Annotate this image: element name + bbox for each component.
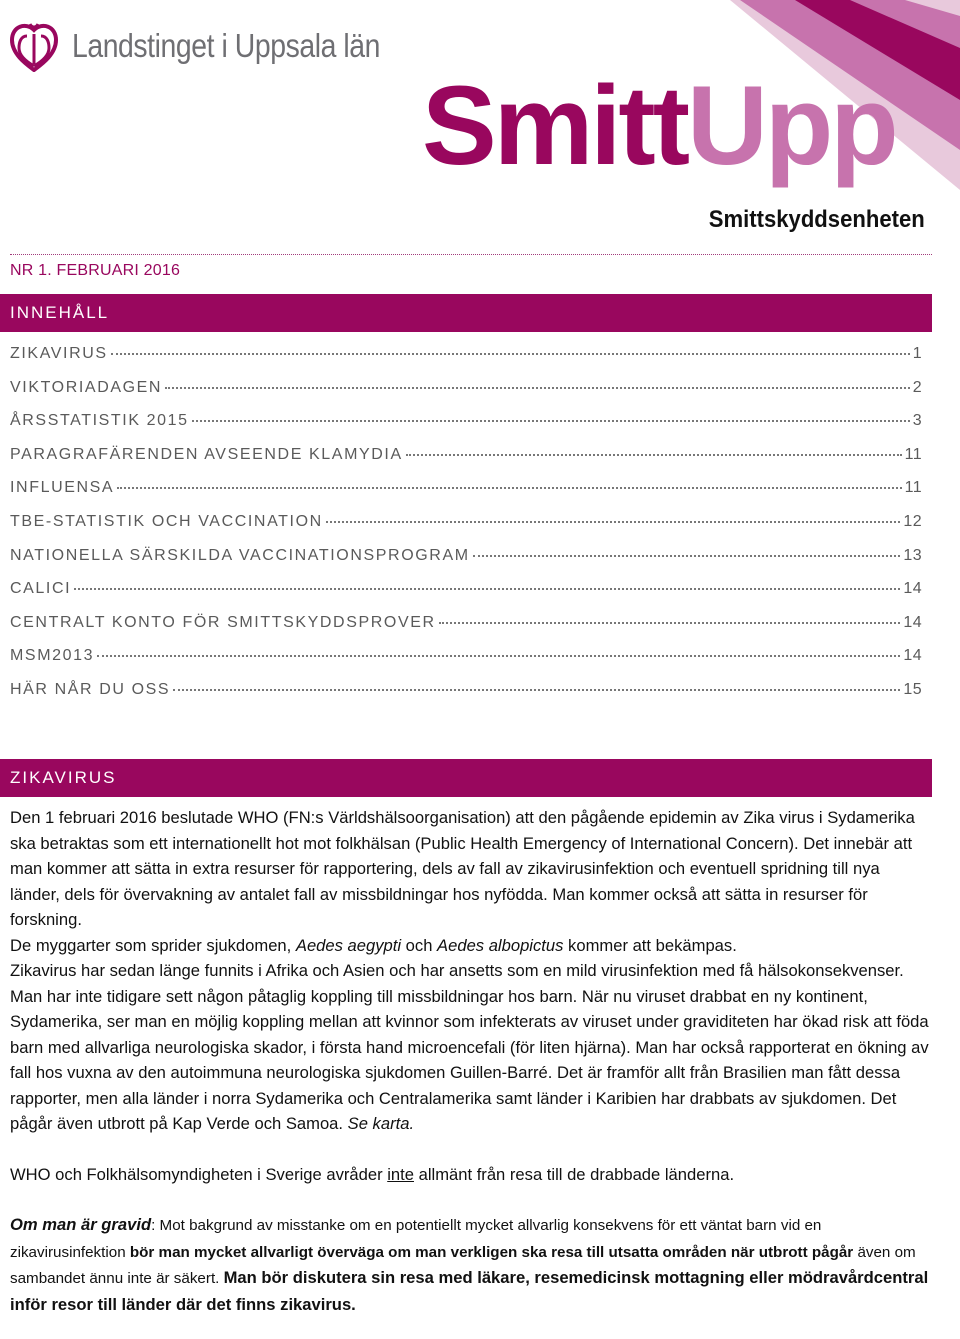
toc-item-page: 12: [903, 512, 922, 530]
toc-leader-dots: [192, 420, 910, 422]
toc-item[interactable]: [10, 412, 922, 446]
toc-leader-dots: [97, 655, 900, 657]
toc-item[interactable]: [10, 446, 922, 480]
toc-item[interactable]: [10, 479, 922, 513]
article-heading-label: ZIKAVIRUS: [10, 768, 117, 787]
toc-item[interactable]: [10, 547, 922, 581]
paragraph-background: [10, 958, 930, 1137]
brand-part-1: Smitt: [422, 63, 687, 188]
text-span: allmänt från resa till de drabbade länderna.: [413, 1164, 735, 1184]
newsletter-title: [422, 63, 896, 188]
paragraph-announcement: Den 1 februari 2016 beslutade WHO (FN:s Världshälsoorganisation) att den pågående epidemin av Zika virus i Sydamerika ska betraktas som ett internationellt hot mot folkhälsan (Public Health Emergency of International Concern). Det innebär att man kommer att sätta in extra resurser för rapportering, dels av fall av zikavirusinfektion och eventuell spridning till nya länder, dels för övervakning av antalet fall av missbildningar hos nyfödda. Man kommer också att sätta in resurser för forskning.: [10, 808, 915, 929]
toc-leader-dots: [74, 588, 900, 590]
pregnancy-advice-bold: bör man mycket allvarligt överväga om man verkligen ska resa till utsatta områden när utbrott pågår: [129, 1243, 854, 1261]
consult-advice-bold: Man bör diskutera sin resa med läkare, resemedicinsk mottagning eller mödravårdcentral inför resor till länder där det finns zikavirus.: [10, 1268, 929, 1314]
header-divider: [10, 254, 932, 255]
toc-item-page: 11: [904, 479, 922, 497]
text-span: även om sambandet ännu inte är säkert.: [10, 1243, 916, 1287]
toc-item[interactable]: [10, 681, 922, 715]
paragraph-travel-advice: [10, 1162, 930, 1188]
toc-item[interactable]: [10, 614, 922, 648]
toc-leader-dots: [173, 689, 900, 691]
paragraph-pregnancy: [10, 1212, 930, 1317]
article-heading: [0, 759, 932, 797]
toc-leader-dots: [326, 521, 901, 523]
toc-item-page: 3: [912, 412, 922, 430]
toc-item-page: 14: [903, 647, 922, 665]
species-name: Aedes albopictus: [437, 935, 564, 955]
toc-leader-dots: [111, 353, 910, 355]
toc-item-label: ÅRSSTATISTIK 2015: [10, 412, 189, 430]
org-name: Landstinget i Uppsala län: [72, 27, 380, 64]
toc-item-label: ZIKAVIRUS: [10, 345, 108, 362]
paragraph-mosquitoes: [10, 933, 930, 959]
pregnancy-label: Om man är gravid: [10, 1215, 152, 1234]
text-span: De myggarter som sprider sjukdomen,: [10, 935, 296, 955]
article-body: [10, 805, 930, 1317]
toc-item[interactable]: [10, 647, 922, 681]
toc-item-page: 1: [912, 345, 922, 362]
toc-item-label: TBE-STATISTIK OCH VACCINATION: [10, 512, 323, 530]
text-span: : Mot bakgrund av misstanke om en potentiellt mycket allvarlig konsekvens för ett väntat barn vid en zikavirusinfektion: [10, 1217, 822, 1261]
toc-leader-dots: [117, 487, 901, 489]
toc-item-page: 15: [903, 680, 922, 698]
toc-item-label: CENTRALT KONTO FÖR SMITTSKYDDSPROVER: [10, 613, 436, 631]
toc-item-page: 13: [903, 546, 922, 564]
toc-leader-dots: [406, 454, 902, 456]
toc-item-label: CALICI: [10, 580, 72, 598]
emphasis-underlined: inte: [387, 1164, 414, 1184]
org-logo[interactable]: [8, 20, 430, 72]
toc-heading: [0, 294, 932, 332]
toc-item-label: VIKTORIADAGEN: [10, 378, 163, 396]
toc-heading-label: INNEHÅLL: [10, 303, 110, 322]
toc-item[interactable]: [10, 513, 922, 547]
species-name: Aedes aegypti: [295, 935, 402, 955]
brand-part-2: Upp: [687, 63, 896, 188]
toc-leader-dots: [165, 387, 910, 389]
toc-item-label: MSM2013: [10, 647, 95, 665]
toc-item-label: NATIONELLA SÄRSKILDA VACCINATIONSPROGRAM: [10, 546, 470, 564]
toc-item-page: 14: [903, 613, 922, 631]
toc-item-label: HÄR NÅR DU OSS: [10, 680, 171, 698]
text-span: Zikavirus har sedan länge funnits i Afrika och Asien och har ansetts som en mild virusinfektion med få hälsokonsekvenser. Man har inte tidigare sett någon påtaglig koppling till missbildningar hos barn. När nu viruset drabbat en ny kontinent, Sydamerika, ser man en möjlig koppling mellan att kvinnor som infekterats av viruset under graviditeten har ökad risk att föda barn med allvarliga neurologiska skador, i första hand microencefali (för liten hjärna). Man har också rapporterat en ökning av fall hos vuxna av den autoimmuna neurologiska sjukdomen Guillen-Barré. Det är framför allt från Brasilien man fått dessa rapporter, men alla länder i norra Sydamerika och Centralamerika samt länder i Karibien har drabbats av sjukdomen. Det pågår även utbrott på Kap Verde och Samoa.: [10, 961, 929, 1133]
map-link[interactable]: Se karta.: [347, 1114, 415, 1133]
table-of-contents: [10, 345, 922, 715]
text-span: WHO och Folkhälsomyndigheten i Sverige avråder: [10, 1164, 388, 1184]
toc-item-label: PARAGRAFÄRENDEN AVSEENDE KLAMYDIA: [10, 445, 403, 463]
toc-item-page: 14: [903, 580, 922, 598]
unit-name: Smittskyddsenheten: [709, 206, 925, 233]
heart-logo-icon: [8, 20, 60, 72]
toc-item[interactable]: [10, 345, 922, 379]
text-span: kommer att bekämpas.: [563, 935, 737, 955]
toc-leader-dots: [439, 622, 901, 624]
issue-date: NR 1. FEBRUARI 2016: [10, 262, 181, 279]
text-span: och: [401, 935, 438, 955]
toc-item-label: INFLUENSA: [10, 479, 115, 497]
toc-item-page: 2: [912, 378, 922, 396]
toc-item-page: 11: [904, 445, 922, 463]
toc-item[interactable]: [10, 379, 922, 413]
toc-item[interactable]: [10, 580, 922, 614]
toc-leader-dots: [473, 555, 901, 557]
